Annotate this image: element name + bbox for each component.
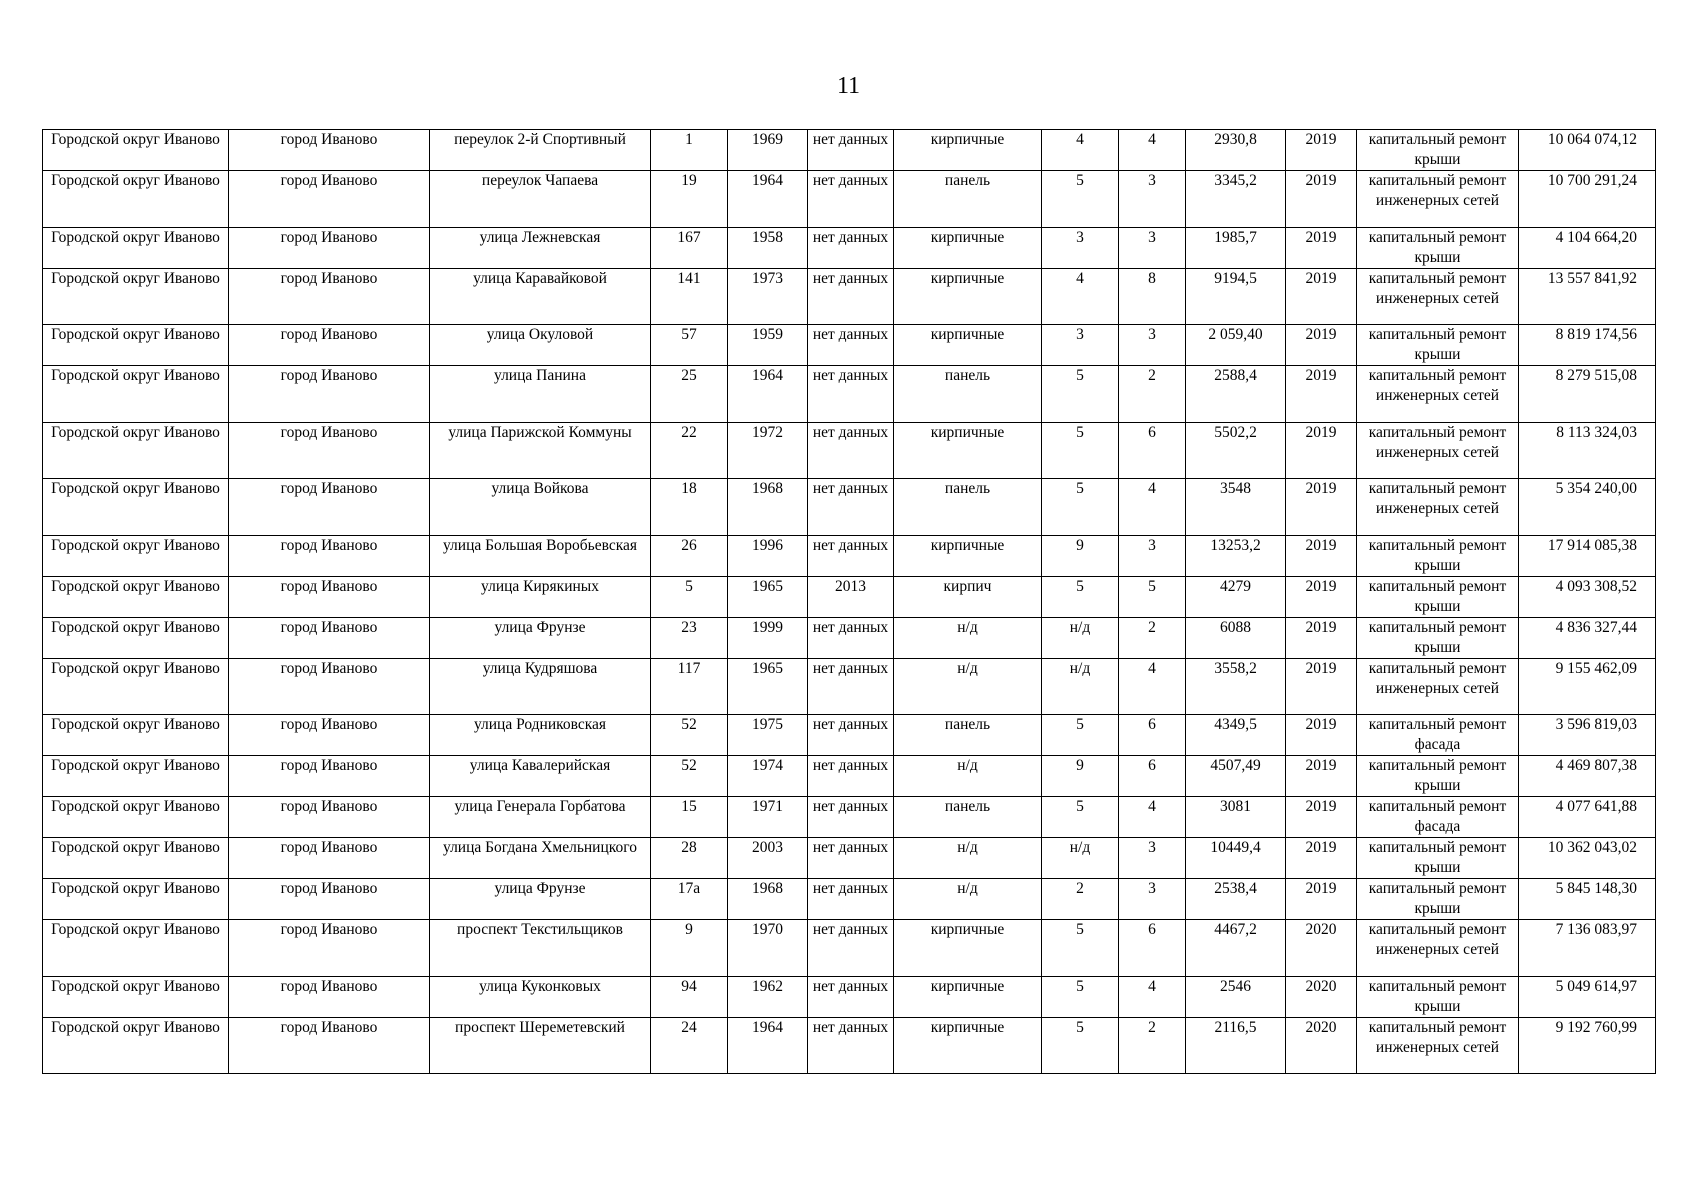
cell-floors: 9 (1042, 535, 1119, 576)
cell-work-type: капитальный ремонт крыши (1357, 617, 1519, 658)
cell-area: 3081 (1186, 797, 1286, 838)
cell-settlement: город Иваново (229, 617, 430, 658)
cell-street: улица Кирякиных (430, 576, 651, 617)
cell-renovation-year: нет данных (808, 976, 894, 1017)
cell-build-year: 1958 (728, 227, 808, 268)
cell-cost: 4 093 308,52 (1519, 576, 1656, 617)
cell-municipality: Городской округ Иваново (43, 920, 229, 977)
cell-build-year: 1975 (728, 715, 808, 756)
page-number: 11 (836, 73, 861, 99)
cell-area: 5502,2 (1186, 422, 1286, 479)
cell-work-type: капитальный ремонт крыши (1357, 325, 1519, 366)
table-row (43, 617, 1656, 658)
cell-entrances: 4 (1119, 479, 1186, 536)
table-row (43, 1017, 1656, 1074)
cell-house-number: 28 (651, 838, 728, 879)
cell-renovation-year: нет данных (808, 715, 894, 756)
cell-area: 2 059,40 (1186, 325, 1286, 366)
cell-renovation-year: нет данных (808, 422, 894, 479)
cell-floors: н/д (1042, 617, 1119, 658)
cell-entrances: 4 (1119, 976, 1186, 1017)
cell-work-type: капитальный ремонт инженерных сетей (1357, 268, 1519, 325)
cell-cost: 10 064 074,12 (1519, 130, 1656, 171)
cell-work-type: капитальный ремонт крыши (1357, 130, 1519, 171)
cell-renovation-year: нет данных (808, 1017, 894, 1074)
cell-plan-year: 2019 (1286, 715, 1357, 756)
cell-settlement: город Иваново (229, 920, 430, 977)
cell-work-type: капитальный ремонт инженерных сетей (1357, 479, 1519, 536)
cell-work-type: капитальный ремонт фасада (1357, 715, 1519, 756)
cell-plan-year: 2019 (1286, 535, 1357, 576)
cell-area: 4279 (1186, 576, 1286, 617)
cell-floors: 5 (1042, 920, 1119, 977)
cell-build-year: 1968 (728, 479, 808, 536)
cell-entrances: 3 (1119, 535, 1186, 576)
cell-street: улица Войкова (430, 479, 651, 536)
cell-municipality: Городской округ Иваново (43, 617, 229, 658)
cell-work-type: капитальный ремонт инженерных сетей (1357, 171, 1519, 228)
cell-floors: 5 (1042, 1017, 1119, 1074)
cell-build-year: 1972 (728, 422, 808, 479)
cell-area: 3548 (1186, 479, 1286, 536)
table-row (43, 479, 1656, 536)
table-row (43, 976, 1656, 1017)
cell-house-number: 25 (651, 366, 728, 423)
cell-cost: 10 362 043,02 (1519, 838, 1656, 879)
cell-work-type: капитальный ремонт инженерных сетей (1357, 658, 1519, 715)
cell-area: 1985,7 (1186, 227, 1286, 268)
cell-work-type: капитальный ремонт инженерных сетей (1357, 920, 1519, 977)
cell-wall-material: кирпичные (894, 976, 1042, 1017)
cell-cost: 8 113 324,03 (1519, 422, 1656, 479)
cell-work-type: капитальный ремонт крыши (1357, 976, 1519, 1017)
cell-cost: 4 469 807,38 (1519, 756, 1656, 797)
cell-cost: 5 845 148,30 (1519, 879, 1656, 920)
cell-street: улица Парижской Коммуны (430, 422, 651, 479)
cell-build-year: 1970 (728, 920, 808, 977)
cell-house-number: 94 (651, 976, 728, 1017)
cell-cost: 8 279 515,08 (1519, 366, 1656, 423)
cell-cost: 4 836 327,44 (1519, 617, 1656, 658)
cell-entrances: 3 (1119, 325, 1186, 366)
cell-wall-material: панель (894, 366, 1042, 423)
cell-floors: 5 (1042, 422, 1119, 479)
cell-floors: 4 (1042, 268, 1119, 325)
cell-cost: 13 557 841,92 (1519, 268, 1656, 325)
cell-entrances: 3 (1119, 171, 1186, 228)
cell-renovation-year: 2013 (808, 576, 894, 617)
cell-work-type: капитальный ремонт инженерных сетей (1357, 366, 1519, 423)
cell-house-number: 19 (651, 171, 728, 228)
cell-house-number: 1 (651, 130, 728, 171)
cell-street: улица Кавалерийская (430, 756, 651, 797)
cell-work-type: капитальный ремонт фасада (1357, 797, 1519, 838)
cell-street: улица Генерала Горбатова (430, 797, 651, 838)
table-row (43, 756, 1656, 797)
cell-municipality: Городской округ Иваново (43, 535, 229, 576)
cell-build-year: 1964 (728, 171, 808, 228)
cell-wall-material: н/д (894, 658, 1042, 715)
cell-wall-material: панель (894, 171, 1042, 228)
cell-build-year: 1968 (728, 879, 808, 920)
cell-municipality: Городской округ Иваново (43, 479, 229, 536)
cell-build-year: 1996 (728, 535, 808, 576)
table-row (43, 920, 1656, 977)
cell-plan-year: 2019 (1286, 227, 1357, 268)
cell-municipality: Городской округ Иваново (43, 838, 229, 879)
cell-wall-material: н/д (894, 756, 1042, 797)
cell-area: 4467,2 (1186, 920, 1286, 977)
cell-cost: 4 077 641,88 (1519, 797, 1656, 838)
cell-municipality: Городской округ Иваново (43, 797, 229, 838)
cell-renovation-year: нет данных (808, 617, 894, 658)
cell-build-year: 1971 (728, 797, 808, 838)
cell-build-year: 1965 (728, 576, 808, 617)
table-row (43, 171, 1656, 228)
cell-entrances: 6 (1119, 422, 1186, 479)
cell-area: 4349,5 (1186, 715, 1286, 756)
cell-floors: 3 (1042, 325, 1119, 366)
cell-wall-material: кирпичные (894, 227, 1042, 268)
cell-settlement: город Иваново (229, 797, 430, 838)
cell-work-type: капитальный ремонт крыши (1357, 838, 1519, 879)
cell-street: улица Богдана Хмельницкого (430, 838, 651, 879)
table-row (43, 227, 1656, 268)
cell-settlement: город Иваново (229, 227, 430, 268)
cell-street: улица Родниковская (430, 715, 651, 756)
cell-renovation-year: нет данных (808, 130, 894, 171)
cell-plan-year: 2019 (1286, 879, 1357, 920)
cell-plan-year: 2019 (1286, 797, 1357, 838)
cell-street: улица Каравайковой (430, 268, 651, 325)
cell-plan-year: 2019 (1286, 130, 1357, 171)
cell-area: 2546 (1186, 976, 1286, 1017)
cell-cost: 9 192 760,99 (1519, 1017, 1656, 1074)
cell-wall-material: кирпичные (894, 920, 1042, 977)
table-row (43, 879, 1656, 920)
cell-house-number: 141 (651, 268, 728, 325)
table-row (43, 268, 1656, 325)
table-row (43, 797, 1656, 838)
cell-renovation-year: нет данных (808, 658, 894, 715)
cell-wall-material: панель (894, 479, 1042, 536)
cell-municipality: Городской округ Иваново (43, 366, 229, 423)
cell-plan-year: 2019 (1286, 325, 1357, 366)
cell-work-type: капитальный ремонт крыши (1357, 227, 1519, 268)
cell-build-year: 1999 (728, 617, 808, 658)
cell-renovation-year: нет данных (808, 268, 894, 325)
cell-renovation-year: нет данных (808, 879, 894, 920)
cell-wall-material: н/д (894, 617, 1042, 658)
cell-street: улица Окуловой (430, 325, 651, 366)
cell-plan-year: 2020 (1286, 920, 1357, 977)
cell-work-type: капитальный ремонт крыши (1357, 576, 1519, 617)
cell-cost: 3 596 819,03 (1519, 715, 1656, 756)
cell-plan-year: 2019 (1286, 171, 1357, 228)
cell-floors: 5 (1042, 797, 1119, 838)
cell-build-year: 1964 (728, 1017, 808, 1074)
cell-area: 6088 (1186, 617, 1286, 658)
cell-plan-year: 2020 (1286, 976, 1357, 1017)
cell-settlement: город Иваново (229, 838, 430, 879)
cell-house-number: 5 (651, 576, 728, 617)
cell-house-number: 117 (651, 658, 728, 715)
cell-build-year: 1973 (728, 268, 808, 325)
cell-entrances: 3 (1119, 838, 1186, 879)
cell-work-type: капитальный ремонт крыши (1357, 756, 1519, 797)
cell-cost: 17 914 085,38 (1519, 535, 1656, 576)
table-row (43, 658, 1656, 715)
cell-area: 13253,2 (1186, 535, 1286, 576)
cell-floors: 5 (1042, 576, 1119, 617)
cell-wall-material: панель (894, 797, 1042, 838)
cell-entrances: 2 (1119, 1017, 1186, 1074)
cell-street: улица Куконковых (430, 976, 651, 1017)
cell-settlement: город Иваново (229, 535, 430, 576)
cell-house-number: 57 (651, 325, 728, 366)
cell-renovation-year: нет данных (808, 325, 894, 366)
cell-plan-year: 2019 (1286, 422, 1357, 479)
cell-plan-year: 2019 (1286, 756, 1357, 797)
cell-build-year: 1965 (728, 658, 808, 715)
cell-floors: н/д (1042, 658, 1119, 715)
cell-wall-material: кирпич (894, 576, 1042, 617)
cell-renovation-year: нет данных (808, 171, 894, 228)
cell-area: 3345,2 (1186, 171, 1286, 228)
cell-cost: 4 104 664,20 (1519, 227, 1656, 268)
cell-cost: 7 136 083,97 (1519, 920, 1656, 977)
cell-municipality: Городской округ Иваново (43, 171, 229, 228)
cell-floors: 3 (1042, 227, 1119, 268)
cell-wall-material: панель (894, 715, 1042, 756)
cell-floors: 9 (1042, 756, 1119, 797)
cell-renovation-year: нет данных (808, 227, 894, 268)
cell-municipality: Городской округ Иваново (43, 976, 229, 1017)
cell-settlement: город Иваново (229, 366, 430, 423)
cell-house-number: 52 (651, 715, 728, 756)
cell-settlement: город Иваново (229, 268, 430, 325)
cell-plan-year: 2019 (1286, 479, 1357, 536)
cell-work-type: капитальный ремонт крыши (1357, 535, 1519, 576)
cell-municipality: Городской округ Иваново (43, 422, 229, 479)
cell-street: проспект Текстильщиков (430, 920, 651, 977)
cell-cost: 10 700 291,24 (1519, 171, 1656, 228)
cell-renovation-year: нет данных (808, 756, 894, 797)
cell-floors: н/д (1042, 838, 1119, 879)
table-row (43, 838, 1656, 879)
cell-entrances: 6 (1119, 715, 1186, 756)
cell-wall-material: кирпичные (894, 1017, 1042, 1074)
cell-wall-material: н/д (894, 879, 1042, 920)
cell-cost: 8 819 174,56 (1519, 325, 1656, 366)
cell-settlement: город Иваново (229, 479, 430, 536)
cell-floors: 5 (1042, 479, 1119, 536)
cell-cost: 5 049 614,97 (1519, 976, 1656, 1017)
cell-settlement: город Иваново (229, 171, 430, 228)
cell-house-number: 18 (651, 479, 728, 536)
cell-settlement: город Иваново (229, 976, 430, 1017)
cell-entrances: 8 (1119, 268, 1186, 325)
cell-municipality: Городской округ Иваново (43, 1017, 229, 1074)
cell-work-type: капитальный ремонт инженерных сетей (1357, 1017, 1519, 1074)
cell-municipality: Городской округ Иваново (43, 268, 229, 325)
table-row (43, 366, 1656, 423)
cell-wall-material: кирпичные (894, 268, 1042, 325)
cell-build-year: 1974 (728, 756, 808, 797)
cell-municipality: Городской округ Иваново (43, 130, 229, 171)
cell-renovation-year: нет данных (808, 479, 894, 536)
cell-work-type: капитальный ремонт крыши (1357, 879, 1519, 920)
cell-area: 4507,49 (1186, 756, 1286, 797)
cell-street: улица Панина (430, 366, 651, 423)
cell-build-year: 2003 (728, 838, 808, 879)
cell-renovation-year: нет данных (808, 366, 894, 423)
cell-build-year: 1962 (728, 976, 808, 1017)
cell-entrances: 2 (1119, 617, 1186, 658)
table-row (43, 576, 1656, 617)
cell-build-year: 1964 (728, 366, 808, 423)
cell-entrances: 3 (1119, 879, 1186, 920)
cell-build-year: 1969 (728, 130, 808, 171)
cell-wall-material: кирпичные (894, 130, 1042, 171)
cell-street: улица Кудряшова (430, 658, 651, 715)
cell-area: 2930,8 (1186, 130, 1286, 171)
cell-municipality: Городской округ Иваново (43, 227, 229, 268)
cell-entrances: 4 (1119, 797, 1186, 838)
cell-settlement: город Иваново (229, 325, 430, 366)
cell-street: улица Фрунзе (430, 879, 651, 920)
cell-house-number: 52 (651, 756, 728, 797)
cell-house-number: 17а (651, 879, 728, 920)
cell-area: 3558,2 (1186, 658, 1286, 715)
cell-settlement: город Иваново (229, 658, 430, 715)
cell-municipality: Городской округ Иваново (43, 576, 229, 617)
cell-wall-material: кирпичные (894, 325, 1042, 366)
cell-area: 9194,5 (1186, 268, 1286, 325)
table-row (43, 325, 1656, 366)
cell-entrances: 4 (1119, 130, 1186, 171)
cell-renovation-year: нет данных (808, 797, 894, 838)
cell-floors: 2 (1042, 879, 1119, 920)
cell-house-number: 23 (651, 617, 728, 658)
table-row (43, 715, 1656, 756)
cell-entrances: 6 (1119, 756, 1186, 797)
table-row (43, 535, 1656, 576)
cell-floors: 5 (1042, 171, 1119, 228)
cell-cost: 9 155 462,09 (1519, 658, 1656, 715)
cell-renovation-year: нет данных (808, 535, 894, 576)
cell-area: 10449,4 (1186, 838, 1286, 879)
cell-entrances: 2 (1119, 366, 1186, 423)
cell-area: 2116,5 (1186, 1017, 1286, 1074)
cell-municipality: Городской округ Иваново (43, 325, 229, 366)
cell-wall-material: кирпичные (894, 422, 1042, 479)
cell-municipality: Городской округ Иваново (43, 756, 229, 797)
cell-house-number: 9 (651, 920, 728, 977)
cell-plan-year: 2019 (1286, 617, 1357, 658)
cell-entrances: 6 (1119, 920, 1186, 977)
cell-floors: 5 (1042, 715, 1119, 756)
cell-renovation-year: нет данных (808, 838, 894, 879)
cell-entrances: 5 (1119, 576, 1186, 617)
cell-entrances: 3 (1119, 227, 1186, 268)
cell-plan-year: 2019 (1286, 658, 1357, 715)
cell-floors: 5 (1042, 366, 1119, 423)
table-row (43, 130, 1656, 171)
table-row (43, 422, 1656, 479)
cell-work-type: капитальный ремонт инженерных сетей (1357, 422, 1519, 479)
cell-plan-year: 2019 (1286, 268, 1357, 325)
cell-area: 2588,4 (1186, 366, 1286, 423)
cell-municipality: Городской округ Иваново (43, 658, 229, 715)
cell-house-number: 15 (651, 797, 728, 838)
cell-floors: 5 (1042, 976, 1119, 1017)
cell-floors: 4 (1042, 130, 1119, 171)
cell-municipality: Городской округ Иваново (43, 715, 229, 756)
cell-plan-year: 2019 (1286, 838, 1357, 879)
cell-wall-material: н/д (894, 838, 1042, 879)
cell-street: улица Фрунзе (430, 617, 651, 658)
cell-renovation-year: нет данных (808, 920, 894, 977)
cell-settlement: город Иваново (229, 422, 430, 479)
cell-build-year: 1959 (728, 325, 808, 366)
cell-cost: 5 354 240,00 (1519, 479, 1656, 536)
cell-street: проспект Шереметевский (430, 1017, 651, 1074)
cell-wall-material: кирпичные (894, 535, 1042, 576)
cell-plan-year: 2019 (1286, 576, 1357, 617)
cell-street: переулок Чапаева (430, 171, 651, 228)
cell-street: переулок 2-й Спортивный (430, 130, 651, 171)
cell-plan-year: 2020 (1286, 1017, 1357, 1074)
cell-house-number: 167 (651, 227, 728, 268)
cell-settlement: город Иваново (229, 1017, 430, 1074)
housing-repair-table (42, 129, 1656, 1074)
cell-settlement: город Иваново (229, 715, 430, 756)
cell-street: улица Большая Воробьевская (430, 535, 651, 576)
cell-area: 2538,4 (1186, 879, 1286, 920)
cell-settlement: город Иваново (229, 576, 430, 617)
cell-house-number: 26 (651, 535, 728, 576)
cell-house-number: 22 (651, 422, 728, 479)
cell-municipality: Городской округ Иваново (43, 879, 229, 920)
cell-entrances: 4 (1119, 658, 1186, 715)
cell-house-number: 24 (651, 1017, 728, 1074)
cell-settlement: город Иваново (229, 756, 430, 797)
cell-plan-year: 2019 (1286, 366, 1357, 423)
cell-settlement: город Иваново (229, 130, 430, 171)
cell-street: улица Лежневская (430, 227, 651, 268)
cell-settlement: город Иваново (229, 879, 430, 920)
